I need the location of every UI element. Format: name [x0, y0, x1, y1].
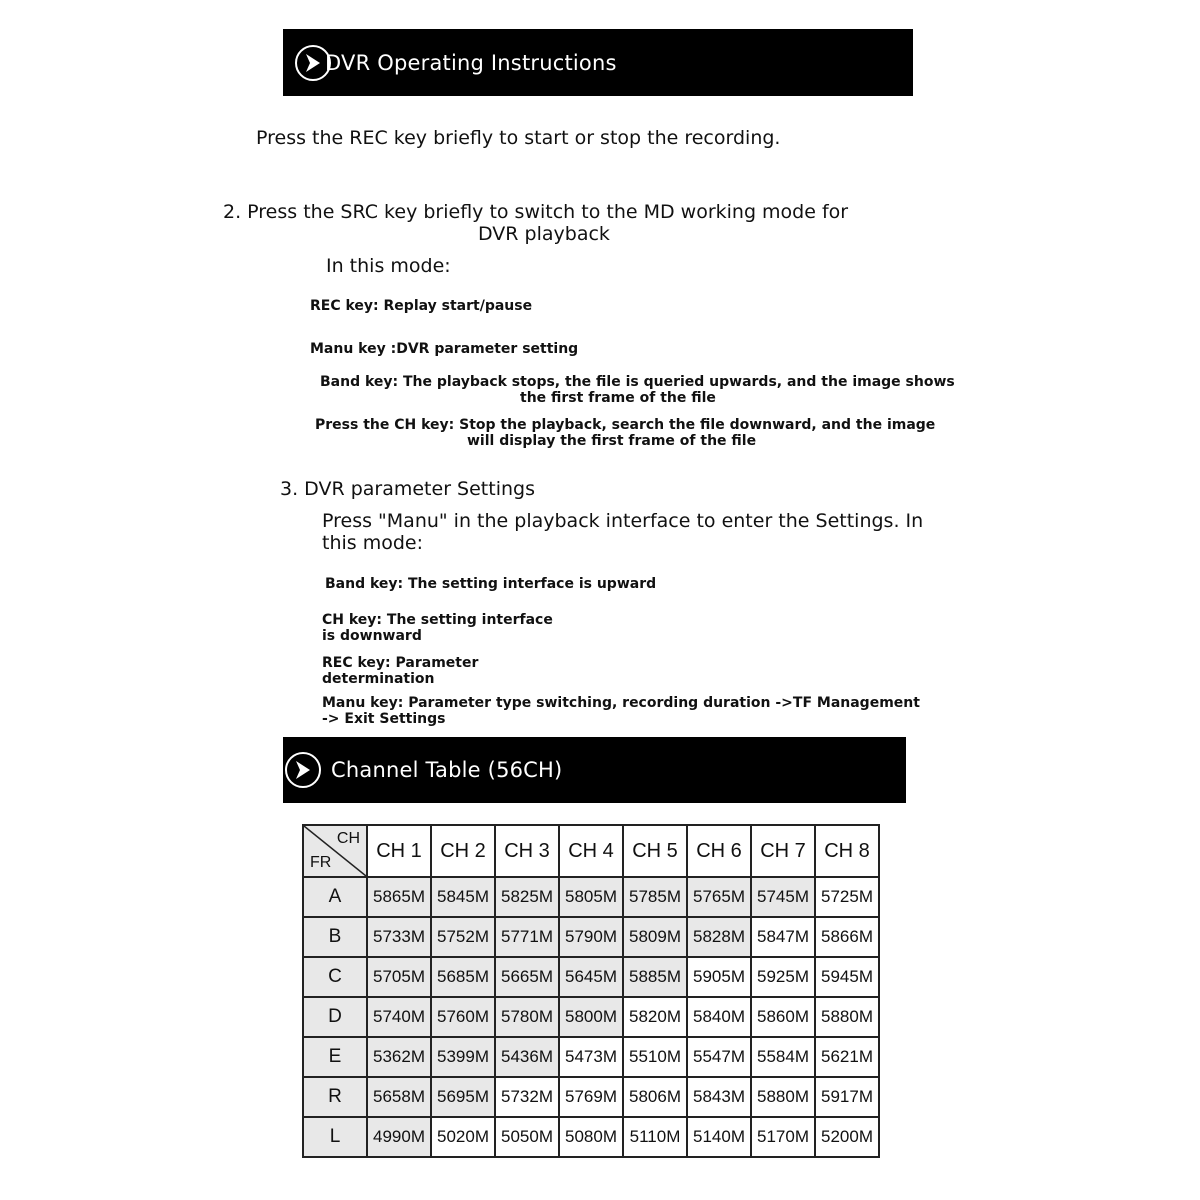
- column-header: CH 3: [495, 825, 559, 877]
- table-cell: 5905M: [687, 957, 751, 997]
- table-cell: 5621M: [815, 1037, 879, 1077]
- section-title: DVR Operating Instructions: [325, 50, 617, 75]
- table-cell: 5584M: [751, 1037, 815, 1077]
- row-label: L: [303, 1117, 367, 1157]
- row-label: B: [303, 917, 367, 957]
- section-banner-channel-table: [283, 737, 906, 803]
- channel-table: [302, 824, 880, 1158]
- table-cell: 5840M: [687, 997, 751, 1037]
- instruction-line: -> Exit Settings: [322, 711, 446, 727]
- column-header: CH 2: [431, 825, 495, 877]
- instruction-line: the first frame of the file: [520, 390, 716, 406]
- table-row: [303, 917, 879, 957]
- table-cell: 5665M: [495, 957, 559, 997]
- table-cell: 5769M: [559, 1077, 623, 1117]
- column-header: CH 7: [751, 825, 815, 877]
- column-header: CH 4: [559, 825, 623, 877]
- row-label: A: [303, 877, 367, 917]
- instruction-line: In this mode:: [326, 255, 451, 277]
- instruction-line: determination: [322, 671, 435, 687]
- table-row: [303, 1117, 879, 1157]
- table-cell: 5780M: [495, 997, 559, 1037]
- section-title: Channel Table (56CH): [331, 758, 563, 782]
- table-row: [303, 1077, 879, 1117]
- instruction-line: Press the REC key briefly to start or stop the recording.: [256, 127, 781, 149]
- table-cell: 5760M: [431, 997, 495, 1037]
- table-cell: 5733M: [367, 917, 431, 957]
- table-cell: 5473M: [559, 1037, 623, 1077]
- table-cell: 5645M: [559, 957, 623, 997]
- table-cell: 5847M: [751, 917, 815, 957]
- corner-cell: [303, 825, 367, 877]
- instruction-line: 3. DVR parameter Settings: [280, 478, 535, 500]
- table-cell: 5200M: [815, 1117, 879, 1157]
- table-cell: 5140M: [687, 1117, 751, 1157]
- table-cell: 5865M: [367, 877, 431, 917]
- table-cell: 5866M: [815, 917, 879, 957]
- table-row: [303, 997, 879, 1037]
- instruction-line: Manu key: Parameter type switching, recording duration ->TF Management: [322, 695, 920, 711]
- table-cell: 5828M: [687, 917, 751, 957]
- table-cell: 5436M: [495, 1037, 559, 1077]
- column-header: CH 1: [367, 825, 431, 877]
- table-cell: 5732M: [495, 1077, 559, 1117]
- table-cell: 5020M: [431, 1117, 495, 1157]
- instruction-line: REC key: Parameter: [322, 655, 479, 671]
- table-cell: 5806M: [623, 1077, 687, 1117]
- table-cell: 5917M: [815, 1077, 879, 1117]
- chevron-right-icon: [285, 752, 321, 788]
- table-cell: 5658M: [367, 1077, 431, 1117]
- table-cell: 5925M: [751, 957, 815, 997]
- table-cell: 5705M: [367, 957, 431, 997]
- instruction-line: Press "Manu" in the playback interface to enter the Settings. In: [322, 510, 924, 532]
- table-row: [303, 1037, 879, 1077]
- instruction-line: this mode:: [322, 532, 423, 554]
- instruction-line: Press the CH key: Stop the playback, search the file downward, and the image: [315, 417, 936, 433]
- instruction-line: DVR playback: [478, 223, 610, 245]
- table-header-row: [303, 825, 879, 877]
- table-cell: 5170M: [751, 1117, 815, 1157]
- instruction-line: Band key: The setting interface is upward: [325, 576, 657, 592]
- corner-col-label: CH: [336, 830, 360, 847]
- table-cell: 5080M: [559, 1117, 623, 1157]
- table-cell: 5945M: [815, 957, 879, 997]
- table-cell: 5740M: [367, 997, 431, 1037]
- table-row: [303, 877, 879, 917]
- instruction-line: Band key: The playback stops, the file is queried upwards, and the image shows: [320, 374, 955, 390]
- table-cell: 5110M: [623, 1117, 687, 1157]
- instruction-line: is downward: [322, 628, 422, 644]
- instruction-line: Manu key :DVR parameter setting: [310, 341, 579, 357]
- row-label: R: [303, 1077, 367, 1117]
- table-cell: 5880M: [751, 1077, 815, 1117]
- table-cell: 5510M: [623, 1037, 687, 1077]
- instruction-line: REC key: Replay start/pause: [310, 298, 533, 314]
- table-cell: 5820M: [623, 997, 687, 1037]
- table-cell: 5885M: [623, 957, 687, 997]
- table-cell: 5685M: [431, 957, 495, 997]
- table-cell: 5790M: [559, 917, 623, 957]
- column-header: CH 8: [815, 825, 879, 877]
- table-cell: 5752M: [431, 917, 495, 957]
- table-cell: 5805M: [559, 877, 623, 917]
- column-header: CH 6: [687, 825, 751, 877]
- table-cell: 5695M: [431, 1077, 495, 1117]
- table-cell: 5809M: [623, 917, 687, 957]
- section-banner-dvr: [283, 29, 913, 96]
- column-header: CH 5: [623, 825, 687, 877]
- row-label: C: [303, 957, 367, 997]
- table-cell: 5765M: [687, 877, 751, 917]
- table-cell: 5547M: [687, 1037, 751, 1077]
- table-row: [303, 957, 879, 997]
- table-cell: 5843M: [687, 1077, 751, 1117]
- table-cell: 5399M: [431, 1037, 495, 1077]
- table-cell: 5745M: [751, 877, 815, 917]
- table-cell: 5362M: [367, 1037, 431, 1077]
- table-cell: 5771M: [495, 917, 559, 957]
- table-cell: 5880M: [815, 997, 879, 1037]
- row-label: D: [303, 997, 367, 1037]
- table-cell: 4990M: [367, 1117, 431, 1157]
- table-cell: 5050M: [495, 1117, 559, 1157]
- instruction-line: will display the first frame of the file: [467, 433, 757, 449]
- table-cell: 5845M: [431, 877, 495, 917]
- table-cell: 5860M: [751, 997, 815, 1037]
- table-cell: 5800M: [559, 997, 623, 1037]
- corner-row-label: FR: [310, 854, 332, 871]
- table-cell: 5785M: [623, 877, 687, 917]
- row-label: E: [303, 1037, 367, 1077]
- instruction-line: CH key: The setting interface: [322, 612, 553, 628]
- instruction-line: 2. Press the SRC key briefly to switch to the MD working mode for: [223, 201, 849, 223]
- table-cell: 5825M: [495, 877, 559, 917]
- table-cell: 5725M: [815, 877, 879, 917]
